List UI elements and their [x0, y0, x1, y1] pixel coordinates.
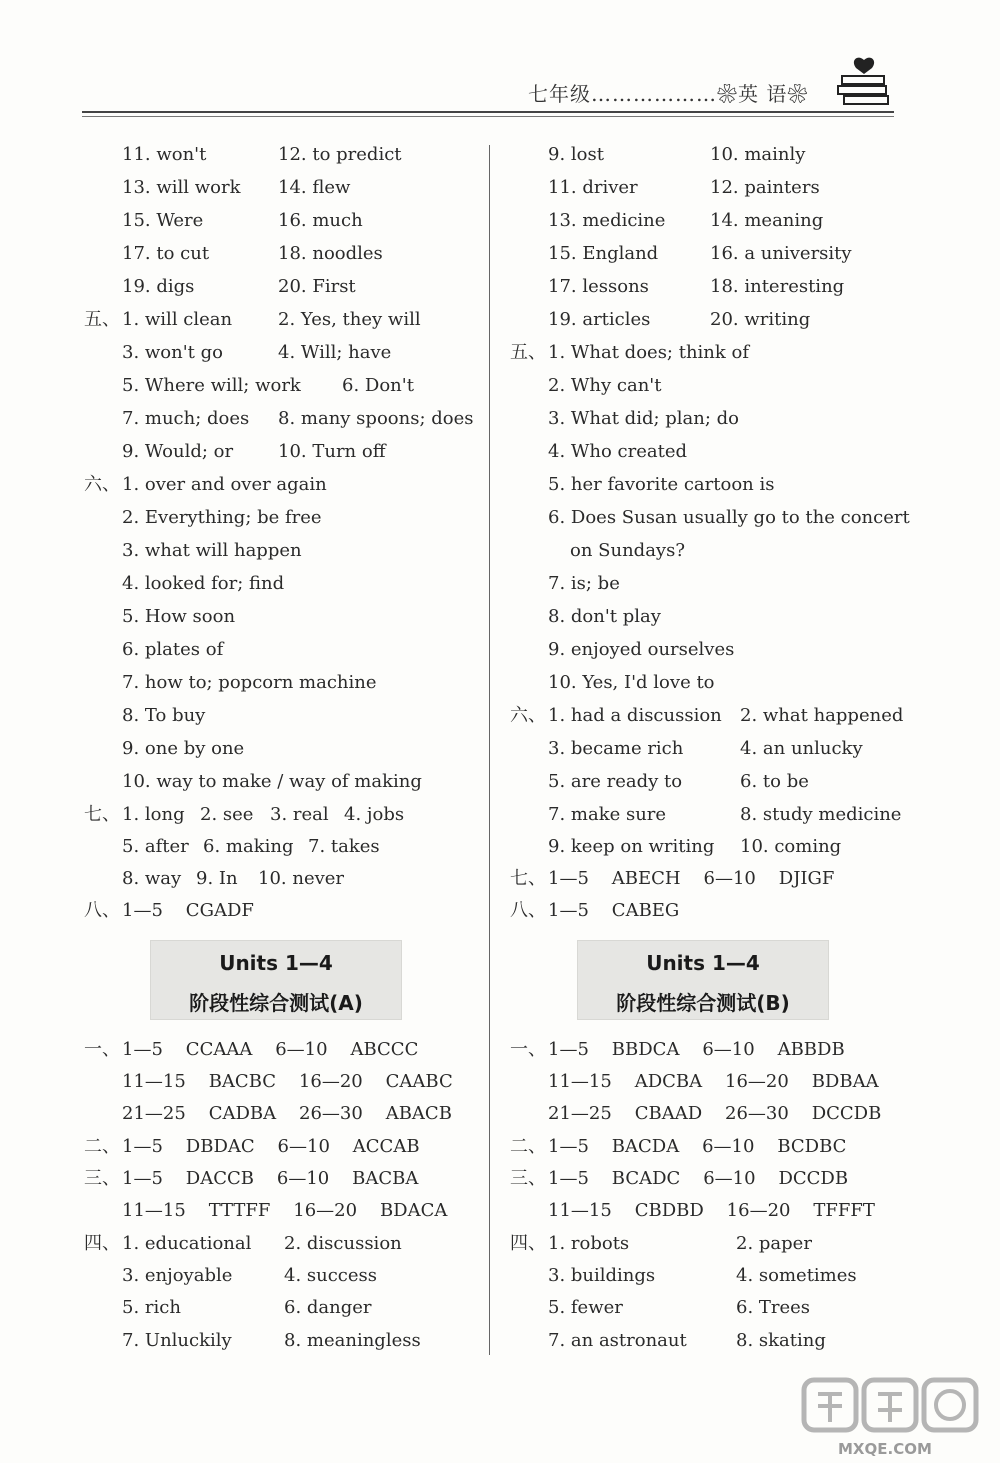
answer-item: 19. digs: [122, 276, 195, 297]
answer-item: 1—5 BBDCA 6—10 ABBDB: [548, 1039, 845, 1060]
section-label: 七、: [84, 804, 120, 825]
answer-item: 6. making: [203, 836, 294, 857]
answer-item: 8. study medicine: [740, 804, 902, 825]
answer-item: 6. Don't: [342, 375, 414, 396]
answer-item: 1—5 CGADF: [122, 900, 254, 921]
answer-item: 7. make sure: [548, 804, 667, 825]
answer-item: 10. way to make / way of making: [122, 771, 422, 792]
answer-item: 6. danger: [284, 1297, 372, 1318]
apple-on-books-icon: [836, 56, 894, 108]
answer-item: 8. meaningless: [284, 1330, 421, 1351]
answer-item: 9. enjoyed ourselves: [548, 639, 735, 660]
section-label: 五、: [510, 342, 546, 363]
answer-item: 11—15 BACBC 16—20 CAABC: [122, 1071, 453, 1092]
test-a-units: Units 1—4: [219, 951, 333, 975]
answer-item: 11—15 TTTFF 16—20 BDACA: [122, 1200, 448, 1221]
section-label: 二、: [84, 1136, 120, 1157]
answer-item: 7. takes: [308, 836, 380, 857]
page-header-title: 七年级………………❀英 语❀: [528, 82, 809, 106]
answer-item: 7. Unluckily: [122, 1330, 232, 1351]
answer-item: 1—5 BCADC 6—10 DCCDB: [548, 1168, 849, 1189]
section-label: 四、: [84, 1233, 120, 1254]
answer-item: 1. over and over again: [122, 474, 327, 495]
answer-item: 10. coming: [740, 836, 842, 857]
answer-item: 7. is; be: [548, 573, 620, 594]
answer-item: 8. To buy: [122, 705, 206, 726]
answer-item: 18. noodles: [278, 243, 383, 264]
answer-item: 10. mainly: [710, 144, 806, 165]
answer-item: 21—25 CADBA 26—30 ABACB: [122, 1103, 452, 1124]
answer-item: 10. Yes, I'd love to: [548, 672, 715, 693]
section-label: 六、: [84, 474, 120, 495]
answer-item: 1—5 CCAAA 6—10 ABCCC: [122, 1039, 419, 1060]
answer-item: 20. First: [278, 276, 356, 297]
answer-item: 14. flew: [278, 177, 351, 198]
answer-item: 1. will clean: [122, 309, 233, 330]
answer-item: 9. one by one: [122, 738, 245, 759]
answer-item: 15. Were: [122, 210, 204, 231]
answer-item: 3. what will happen: [122, 540, 302, 561]
answer-item: 5. her favorite cartoon is: [548, 474, 775, 495]
section-label: 二、: [510, 1136, 546, 1157]
answer-item: 7. much; does: [122, 408, 250, 429]
answer-item: 1. educational: [122, 1233, 252, 1254]
answer-item: 2. discussion: [284, 1233, 402, 1254]
answer-item: 12. painters: [710, 177, 820, 198]
section-label: 八、: [84, 900, 120, 921]
answer-item: 6. plates of: [122, 639, 224, 660]
section-label: 一、: [84, 1039, 120, 1060]
answer-item: 21—25 CBAAD 26—30 DCCDB: [548, 1103, 882, 1124]
answer-item: 1. What does; think of: [548, 342, 750, 363]
answer-item: 4. sometimes: [736, 1265, 857, 1286]
answer-item: 3. What did; plan; do: [548, 408, 740, 429]
section-label: 七、: [510, 868, 546, 889]
answer-item: 11—15 CBDBD 16—20 TFFFT: [548, 1200, 875, 1221]
test-a-title-box: [150, 940, 402, 1020]
answer-item: 5. fewer: [548, 1297, 623, 1318]
answer-item: 6. Trees: [736, 1297, 811, 1318]
answer-item: 11. won't: [122, 144, 207, 165]
answer-item: 8. way: [122, 868, 182, 889]
header-rule-thin: [82, 116, 894, 117]
answer-item: 10. never: [258, 868, 345, 889]
section-label: 一、: [510, 1039, 546, 1060]
answer-item: 1. had a discussion: [548, 705, 722, 726]
section-label: 五、: [84, 309, 120, 330]
test-a-title: 阶段性综合测试(A): [189, 991, 363, 1015]
answer-item: 5. are ready to: [548, 771, 683, 792]
answer-item: 8. don't play: [548, 606, 661, 627]
answer-item: 8. many spoons; does: [278, 408, 474, 429]
answer-item: 14. meaning: [710, 210, 824, 231]
answer-item: 11—15 ADCBA 16—20 BDBAA: [548, 1071, 879, 1092]
section-label: 三、: [84, 1168, 120, 1189]
answer-item: 5. rich: [122, 1297, 181, 1318]
answer-item: 3. buildings: [548, 1265, 656, 1286]
answer-item: 1—5 ABECH 6—10 DJIGF: [548, 868, 835, 889]
answer-item: 13. will work: [122, 177, 241, 198]
answer-item: 18. interesting: [710, 276, 845, 297]
answer-item: 2. see: [200, 804, 254, 825]
answer-item: 2. what happened: [740, 705, 904, 726]
answer-item: 11. driver: [548, 177, 638, 198]
answer-item: 9. In: [196, 868, 238, 889]
section-label: 四、: [510, 1233, 546, 1254]
answer-item: 9. keep on writing: [548, 836, 715, 857]
answer-item: 20. writing: [710, 309, 811, 330]
section-label: 八、: [510, 900, 546, 921]
answer-item: 2. paper: [736, 1233, 812, 1254]
answer-item: 4. Who created: [548, 441, 688, 462]
header-rule: [82, 111, 894, 113]
answer-item: 4. jobs: [344, 804, 405, 825]
test-b-units: Units 1—4: [646, 951, 760, 975]
answer-item: 6. Does Susan usually go to the concert: [548, 507, 910, 528]
answer-item: 5. How soon: [122, 606, 236, 627]
answer-item: 7. an astronaut: [548, 1330, 687, 1351]
answer-item: 4. Will; have: [278, 342, 392, 363]
answer-item: 4. success: [284, 1265, 378, 1286]
answer-item: 16. a university: [710, 243, 852, 264]
answer-item: 15. England: [548, 243, 659, 264]
answer-item: 17. to cut: [122, 243, 210, 264]
answer-item: 2. Yes, they will: [278, 309, 421, 330]
answer-item: 1—5 BACDA 6—10 BCDBC: [548, 1136, 847, 1157]
answer-item: on Sundays?: [570, 540, 685, 561]
answer-item: 3. won't go: [122, 342, 223, 363]
answer-item: 10. Turn off: [278, 441, 386, 462]
watermark-text: MXQE.COM: [838, 1440, 932, 1458]
answer-item: 1. long: [122, 804, 185, 825]
answer-item: 13. medicine: [548, 210, 666, 231]
answer-item: 9. Would; or: [122, 441, 234, 462]
answer-item: 2. Why can't: [548, 375, 662, 396]
answer-item: 4. looked for; find: [122, 573, 285, 594]
test-b-title: 阶段性综合测试(B): [616, 991, 790, 1015]
answer-item: 1. robots: [548, 1233, 630, 1254]
answer-item: 1—5 DBDAC 6—10 ACCAB: [122, 1136, 420, 1157]
answer-item: 8. skating: [736, 1330, 826, 1351]
answer-item: 5. after: [122, 836, 189, 857]
answer-item: 6. to be: [740, 771, 809, 792]
section-label: 六、: [510, 705, 546, 726]
answer-item: 12. to predict: [278, 144, 402, 165]
answer-item: 5. Where will; work: [122, 375, 301, 396]
column-divider: [489, 145, 490, 1355]
answer-item: 17. lessons: [548, 276, 649, 297]
answer-item: 19. articles: [548, 309, 651, 330]
answer-item: 1—5 CABEG: [548, 900, 680, 921]
section-label: 三、: [510, 1168, 546, 1189]
answer-item: 7. how to; popcorn machine: [122, 672, 377, 693]
answer-item: 3. became rich: [548, 738, 684, 759]
answer-item: 2. Everything; be free: [122, 507, 322, 528]
answer-item: 16. much: [278, 210, 363, 231]
answer-item: 9. lost: [548, 144, 604, 165]
test-b-title-box: [577, 940, 829, 1020]
answer-item: 4. an unlucky: [740, 738, 863, 759]
answer-item: 3. enjoyable: [122, 1265, 233, 1286]
answer-item: 1—5 DACCB 6—10 BACBA: [122, 1168, 419, 1189]
answer-item: 3. real: [270, 804, 329, 825]
